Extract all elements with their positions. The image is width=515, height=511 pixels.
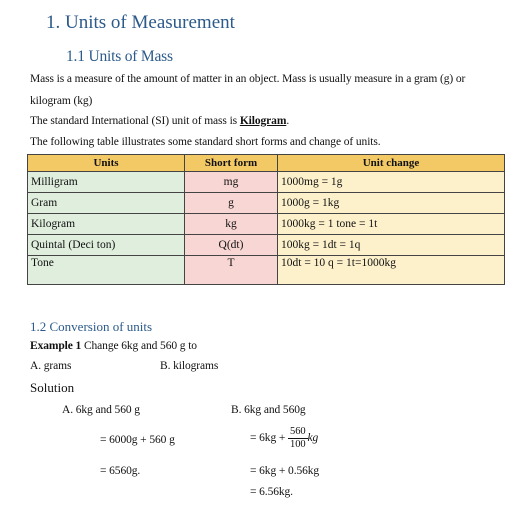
cell-short-form: kg — [185, 214, 278, 235]
table-row — [28, 172, 505, 193]
table-row — [28, 256, 505, 285]
table-header-row — [28, 155, 505, 172]
table-row — [28, 235, 505, 256]
fraction-denominator: 100 — [290, 439, 306, 450]
units-table — [27, 154, 505, 285]
example-line — [30, 340, 197, 352]
heading-units-of-mass: 1.1 Units of Mass — [66, 48, 173, 65]
solution-b-line3: = 6kg + 0.56kg — [250, 465, 320, 477]
header-unit-change: Unit change — [278, 155, 505, 172]
si-unit-prefix: The standard International (SI) unit of mass is — [30, 115, 240, 127]
cell-unit-change: 1000mg = 1g — [278, 172, 505, 193]
solution-b-line2 — [250, 426, 318, 451]
si-unit-term: Kilogram — [239, 115, 287, 127]
cell-unit-change: 10dt = 10 q = 1t=1000kg — [278, 256, 505, 285]
header-short-form: Short form — [185, 155, 278, 172]
paragraph-si-unit — [30, 115, 289, 127]
header-units: Units — [28, 155, 185, 172]
solution-label: Solution — [30, 380, 75, 395]
cell-unit-change: 100kg = 1dt = 1q — [278, 235, 505, 256]
solution-b-line1: B. 6kg and 560g — [231, 404, 306, 416]
solution-a-line2: = 6000g + 560 g — [100, 434, 175, 446]
option-b: B. kilograms — [160, 360, 219, 372]
cell-unit-change: 1000g = 1kg — [278, 193, 505, 214]
cell-unit-change: 1000kg = 1 tone = 1t — [278, 214, 505, 235]
fraction-numerator: 560 — [290, 426, 306, 437]
heading-conversion-of-units: 1.2 Conversion of units — [30, 319, 153, 334]
example-text: Change 6kg and 560 g to — [81, 340, 197, 352]
cell-short-form: Q(dt) — [185, 235, 278, 256]
solution-b-line4: = 6.56kg. — [250, 486, 293, 498]
heading-units-of-measurement: 1. Units of Measurement — [46, 12, 235, 33]
table-row — [28, 214, 505, 235]
cell-unit: Gram — [28, 193, 185, 214]
cell-unit: Milligram — [28, 172, 185, 193]
solution-a-line1: A. 6kg and 560 g — [62, 404, 140, 416]
example-label: Example 1 — [30, 340, 82, 352]
cell-unit: Tone — [28, 256, 185, 285]
paragraph-table-intro: The following table illustrates some standard short forms and change of units. — [30, 136, 381, 148]
cell-unit: Kilogram — [28, 214, 185, 235]
cell-short-form: mg — [185, 172, 278, 193]
option-a: A. grams — [30, 360, 72, 372]
si-unit-suffix: . — [286, 115, 290, 127]
fraction-unit: kg — [307, 432, 319, 445]
solution-b-line2-prefix: = 6kg + — [250, 432, 289, 445]
paragraph-mass-definition-line1: Mass is a measure of the amount of matter in an object. Mass is usually measure in a gram (g) or — [30, 73, 466, 85]
solution-a-line3: = 6560g. — [100, 465, 141, 477]
fraction — [288, 426, 307, 451]
paragraph-mass-definition-line2: kilogram (kg) — [30, 95, 93, 107]
cell-short-form: T — [185, 256, 278, 285]
cell-short-form: g — [185, 193, 278, 214]
cell-unit: Quintal (Deci ton) — [28, 235, 185, 256]
table-row — [28, 193, 505, 214]
